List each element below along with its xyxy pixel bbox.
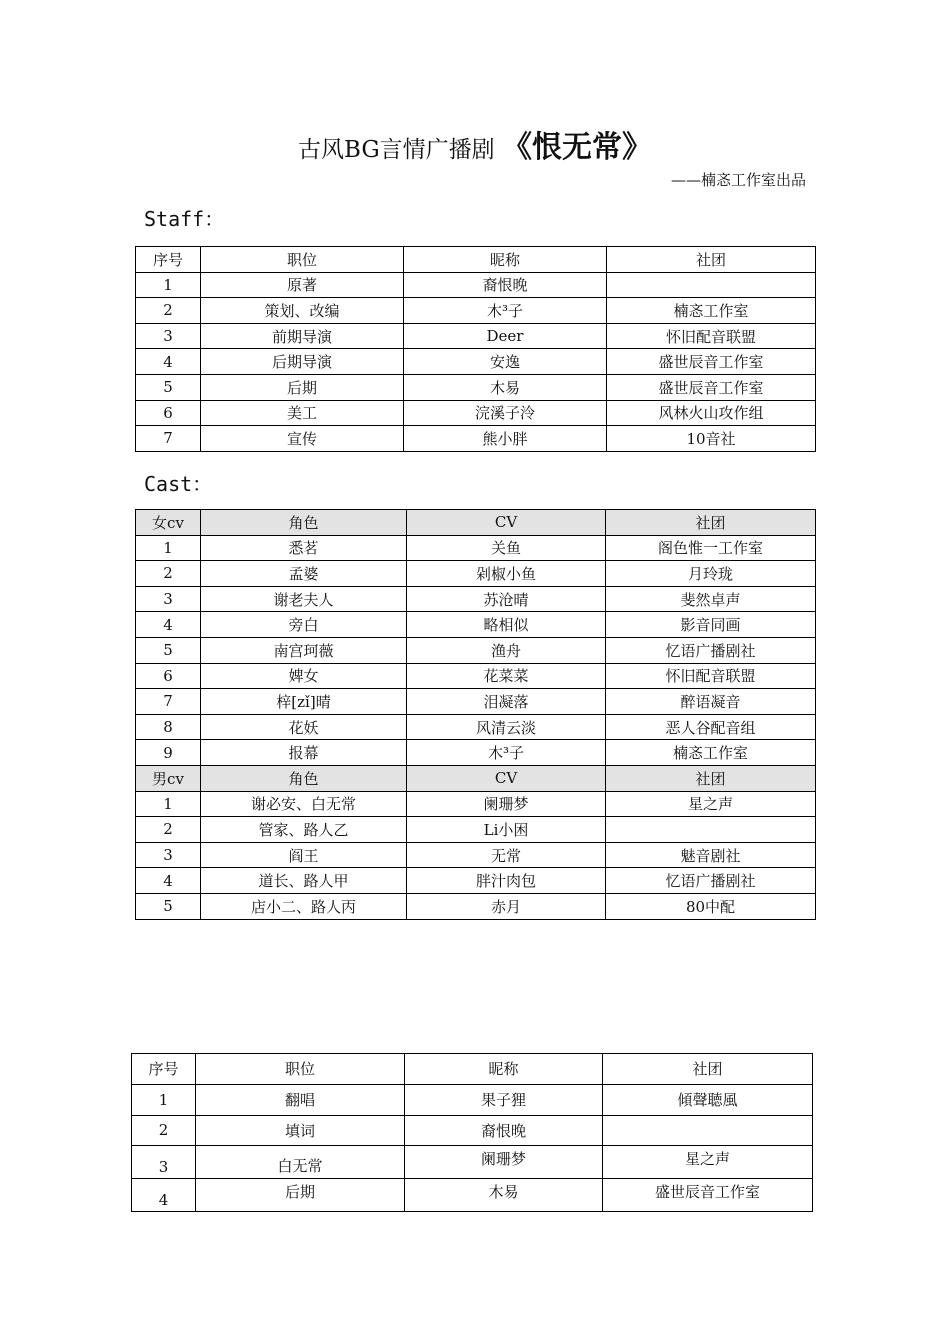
cell: 宣传 — [201, 426, 404, 452]
cell: 孟婆 — [201, 561, 407, 587]
table-row — [136, 740, 816, 766]
cell: 楠忞工作室 — [607, 298, 816, 324]
table-row — [136, 561, 816, 587]
table-row — [136, 637, 816, 663]
cell: 1 — [136, 272, 201, 298]
cell: 恶人谷配音组 — [606, 714, 816, 740]
cell: 关鱼 — [407, 535, 606, 561]
table-row — [136, 817, 816, 843]
table-header-row — [136, 247, 816, 273]
table-header-row — [132, 1054, 813, 1085]
cell: 4 — [136, 612, 201, 638]
cell: 盛世辰音工作室 — [603, 1179, 813, 1212]
cell: 胖汁肉包 — [407, 868, 606, 894]
cell: 浣溪子泠 — [404, 400, 607, 426]
cell: 谢老夫人 — [201, 586, 407, 612]
cell — [603, 1115, 813, 1146]
cell: 斐然卓声 — [606, 586, 816, 612]
cast-table — [135, 509, 816, 920]
cell: 花菜菜 — [407, 663, 606, 689]
table-row — [132, 1115, 813, 1146]
cell — [607, 272, 816, 298]
cell: 盛世辰音工作室 — [607, 374, 816, 400]
table-row — [136, 298, 816, 324]
cell: 前期导演 — [201, 323, 404, 349]
table-row — [136, 535, 816, 561]
cell: 傾聲聴風 — [603, 1084, 813, 1115]
cell: 风清云淡 — [407, 714, 606, 740]
cell: 梓[zǐ]晴 — [201, 689, 407, 715]
header-cell: CV — [407, 765, 606, 791]
cell: 4 — [136, 349, 201, 375]
table-row — [136, 374, 816, 400]
table-row — [136, 689, 816, 715]
cell: 6 — [136, 400, 201, 426]
cell: 风林火山攻作组 — [607, 400, 816, 426]
cell: 旁白 — [201, 612, 407, 638]
cell: 80中配 — [606, 893, 816, 919]
cell: 忆语广播剧社 — [606, 868, 816, 894]
cell: 2 — [136, 298, 201, 324]
cell: 星之声 — [603, 1146, 813, 1179]
table-row — [136, 586, 816, 612]
header-cell: 职位 — [201, 247, 404, 273]
staff-label: Staff： — [144, 207, 225, 231]
cell: 阎王 — [201, 842, 407, 868]
header-cell: 社团 — [603, 1054, 813, 1085]
cell: 楠忞工作室 — [606, 740, 816, 766]
cell: 木³子 — [407, 740, 606, 766]
cell: 4 — [132, 1179, 196, 1212]
cell: 3 — [136, 323, 201, 349]
table-row — [136, 612, 816, 638]
cell: 1 — [136, 791, 201, 817]
cell: 裔恨晚 — [405, 1115, 603, 1146]
header-cell: 序号 — [136, 247, 201, 273]
cell: 管家、路人乙 — [201, 817, 407, 843]
table-row — [136, 349, 816, 375]
title-prefix: 古风BG言情广播剧 — [297, 137, 495, 163]
cell: 怀旧配音联盟 — [606, 663, 816, 689]
header-cell: 角色 — [201, 765, 407, 791]
cell: 道长、路人甲 — [201, 868, 407, 894]
cell: 3 — [136, 586, 201, 612]
document-title — [0, 122, 950, 166]
cell: 阑珊梦 — [407, 791, 606, 817]
cell: 裔恨晚 — [404, 272, 607, 298]
table-row — [132, 1146, 813, 1179]
cell: 3 — [132, 1146, 196, 1179]
cell: 阁色惟一工作室 — [606, 535, 816, 561]
cell: 白无常 — [196, 1146, 405, 1179]
cell: 无常 — [407, 842, 606, 868]
cell: 5 — [136, 637, 201, 663]
cell: 影音同画 — [606, 612, 816, 638]
cell: 怀旧配音联盟 — [607, 323, 816, 349]
cell: 原著 — [201, 272, 404, 298]
cell: 谢必安、白无常 — [201, 791, 407, 817]
female-header-row — [136, 510, 816, 536]
cell: 果子狸 — [405, 1084, 603, 1115]
cell: 后期 — [196, 1179, 405, 1212]
cell: 木易 — [404, 374, 607, 400]
cell: 5 — [136, 374, 201, 400]
table-row — [136, 791, 816, 817]
cell: 10音社 — [607, 426, 816, 452]
cell: 1 — [136, 535, 201, 561]
header-cell: 社团 — [607, 247, 816, 273]
table-row — [136, 842, 816, 868]
cell: 翻唱 — [196, 1084, 405, 1115]
cell: 泪凝落 — [407, 689, 606, 715]
table-row — [136, 714, 816, 740]
header-cell: 昵称 — [404, 247, 607, 273]
header-cell: 男cv — [136, 765, 201, 791]
subtitle: ——楠忞工作室出品 — [670, 171, 806, 189]
cell: 木³子 — [404, 298, 607, 324]
male-header-row — [136, 765, 816, 791]
cell: Deer — [404, 323, 607, 349]
table-row — [136, 868, 816, 894]
cell: 盛世辰音工作室 — [607, 349, 816, 375]
cast-label: Cast： — [144, 472, 213, 496]
music-table — [131, 1053, 813, 1212]
cell: 安逸 — [404, 349, 607, 375]
cell: 2 — [136, 817, 201, 843]
cell: 填词 — [196, 1115, 405, 1146]
cell: 5 — [136, 893, 201, 919]
cell: 美工 — [201, 400, 404, 426]
cell: 婢女 — [201, 663, 407, 689]
cell: 醉语凝音 — [606, 689, 816, 715]
cell: 熊小胖 — [404, 426, 607, 452]
header-cell: 昵称 — [405, 1054, 603, 1085]
table-row — [136, 272, 816, 298]
cell: 赤月 — [407, 893, 606, 919]
table-row — [136, 323, 816, 349]
cell: 6 — [136, 663, 201, 689]
cell: 1 — [132, 1084, 196, 1115]
cell: 7 — [136, 426, 201, 452]
title-main: 《恨无常》 — [502, 130, 652, 165]
header-cell: 职位 — [196, 1054, 405, 1085]
cell: 2 — [132, 1115, 196, 1146]
cell: 略相似 — [407, 612, 606, 638]
header-cell: 女cv — [136, 510, 201, 536]
cell: 阑珊梦 — [405, 1146, 603, 1179]
table-row — [132, 1179, 813, 1212]
cell: 后期导演 — [201, 349, 404, 375]
cell: 后期 — [201, 374, 404, 400]
cell: 魅音剧社 — [606, 842, 816, 868]
cell: 渔舟 — [407, 637, 606, 663]
cell: 花妖 — [201, 714, 407, 740]
cell: 南宫珂薇 — [201, 637, 407, 663]
table-row — [136, 663, 816, 689]
cell: 星之声 — [606, 791, 816, 817]
cell: 9 — [136, 740, 201, 766]
cell: 2 — [136, 561, 201, 587]
header-cell: 角色 — [201, 510, 407, 536]
table-row — [136, 400, 816, 426]
table-row — [136, 426, 816, 452]
cell: 月玲珑 — [606, 561, 816, 587]
header-cell: 社团 — [606, 765, 816, 791]
cell: 4 — [136, 868, 201, 894]
cell: 3 — [136, 842, 201, 868]
cell: 策划、改编 — [201, 298, 404, 324]
cell: 悉茗 — [201, 535, 407, 561]
cell: 7 — [136, 689, 201, 715]
header-cell: CV — [407, 510, 606, 536]
cell: 忆语广播剧社 — [606, 637, 816, 663]
table-row — [136, 893, 816, 919]
header-cell: 社团 — [606, 510, 816, 536]
cell: 木易 — [405, 1179, 603, 1212]
cell: 8 — [136, 714, 201, 740]
cell: Li小困 — [407, 817, 606, 843]
cell: 剁椒小鱼 — [407, 561, 606, 587]
staff-table — [135, 246, 816, 452]
cell: 报幕 — [201, 740, 407, 766]
cell — [606, 817, 816, 843]
header-cell: 序号 — [132, 1054, 196, 1085]
table-row — [132, 1084, 813, 1115]
cell: 苏沧晴 — [407, 586, 606, 612]
cell: 店小二、路人丙 — [201, 893, 407, 919]
